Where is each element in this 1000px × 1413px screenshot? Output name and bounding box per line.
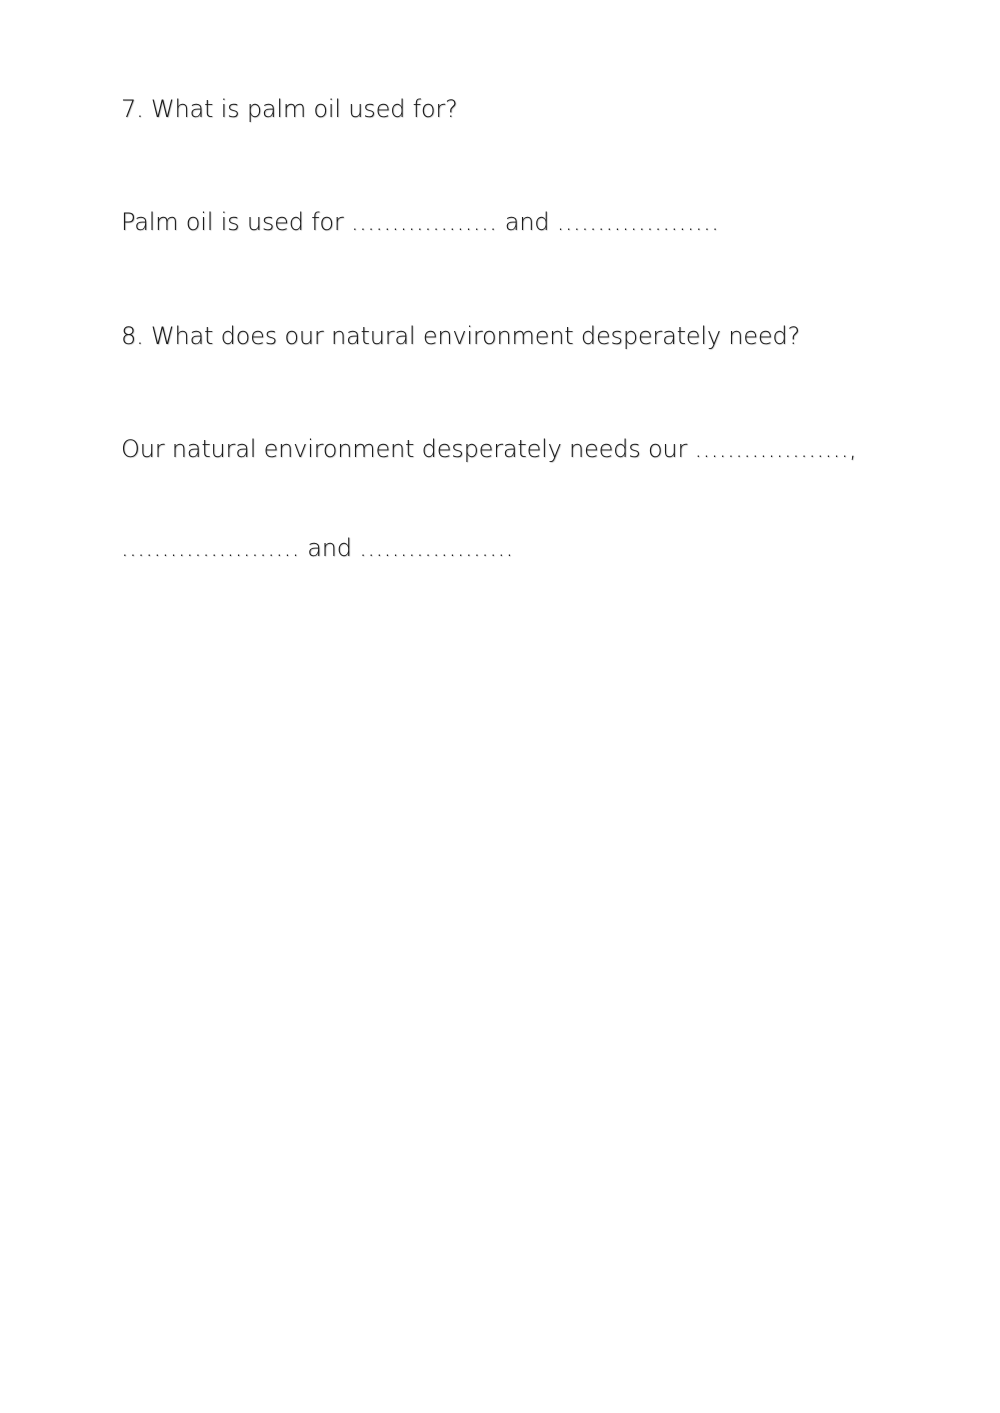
answer-7-connector: and xyxy=(497,208,557,236)
answer-8-blank-2[interactable]: ...................... xyxy=(121,534,300,562)
answer-7-blank-2[interactable]: .................... xyxy=(556,208,720,236)
answer-8-line-1 xyxy=(121,434,857,464)
answer-7 xyxy=(121,207,719,237)
answer-7-blank-1[interactable]: .................. xyxy=(351,208,498,236)
answer-8-line-2 xyxy=(121,533,514,563)
question-7-text: 7. What is palm oil used for? xyxy=(121,95,458,123)
answer-8-blank-3[interactable]: ................... xyxy=(359,534,514,562)
answer-7-prefix: Palm oil is used for xyxy=(121,208,351,236)
answer-8-blank-1[interactable]: ..................., xyxy=(694,435,858,463)
question-8 xyxy=(121,321,800,351)
question-7 xyxy=(121,94,458,124)
answer-8-connector: and xyxy=(299,534,360,562)
answer-8-prefix: Our natural environment desperately needs our xyxy=(121,435,695,463)
question-8-text: 8. What does our natural environment desperately need? xyxy=(121,322,800,350)
